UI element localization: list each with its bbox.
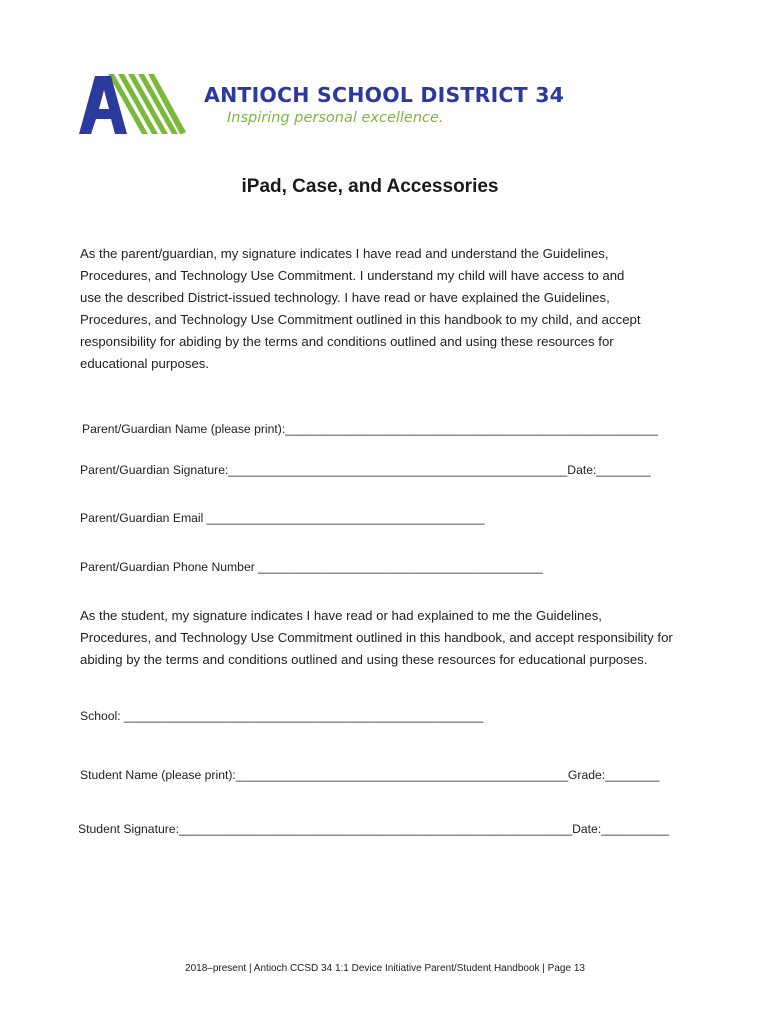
parent-phone-field[interactable]: Parent/Guardian Phone Number __________________________________________ [80, 560, 543, 574]
parent-signature-field[interactable]: Parent/Guardian Signature:__________________________________________________Date:________ [80, 463, 651, 477]
statement-line: use the described District-issued technology. I have read or have explained the Guidelines, [80, 290, 610, 305]
school-field[interactable]: School: _____________________________________________________ [80, 709, 484, 723]
statement-line: educational purposes. [80, 356, 210, 371]
statement-line: abiding by the terms and conditions outlined and using these resources for educational purposes. [80, 652, 648, 667]
district-tagline: Inspiring personal excellence. [227, 110, 444, 126]
statement-line: Procedures, and Technology Use Commitment. I understand my child will have access to and [80, 268, 625, 283]
statement-line: responsibility for abiding by the terms and conditions outlined and using these resources for [80, 334, 614, 349]
document-title: iPad, Case, and Accessories [241, 176, 499, 197]
antioch-a-logo-icon [78, 74, 186, 138]
parent-name-field[interactable]: Parent/Guardian Name (please print):_______________________________________________________ [82, 422, 659, 436]
statement-line: As the parent/guardian, my signature indicates I have read and understand the Guidelines, [80, 246, 609, 261]
student-name-field[interactable]: Student Name (please print):_________________________________________________Grade:________ [80, 768, 660, 782]
statement-line: Procedures, and Technology Use Commitment outlined in this handbook, and accept responsibility for [80, 630, 673, 645]
statement-line: As the student, my signature indicates I have read or had explained to me the Guidelines, [80, 608, 602, 623]
student-signature-field[interactable]: Student Signature:__________________________________________________________Date:__________ [78, 822, 669, 836]
district-name: ANTIOCH SCHOOL DISTRICT 34 [204, 83, 565, 107]
statement-line: Procedures, and Technology Use Commitment outlined in this handbook to my child, and accept [80, 312, 641, 327]
parent-statement [80, 243, 641, 375]
student-statement [80, 605, 673, 671]
parent-email-field[interactable]: Parent/Guardian Email _________________________________________ [80, 511, 485, 525]
page-footer: 2018–present | Antioch CCSD 34 1:1 Device Initiative Parent/Student Handbook | Page 13 [185, 963, 585, 974]
